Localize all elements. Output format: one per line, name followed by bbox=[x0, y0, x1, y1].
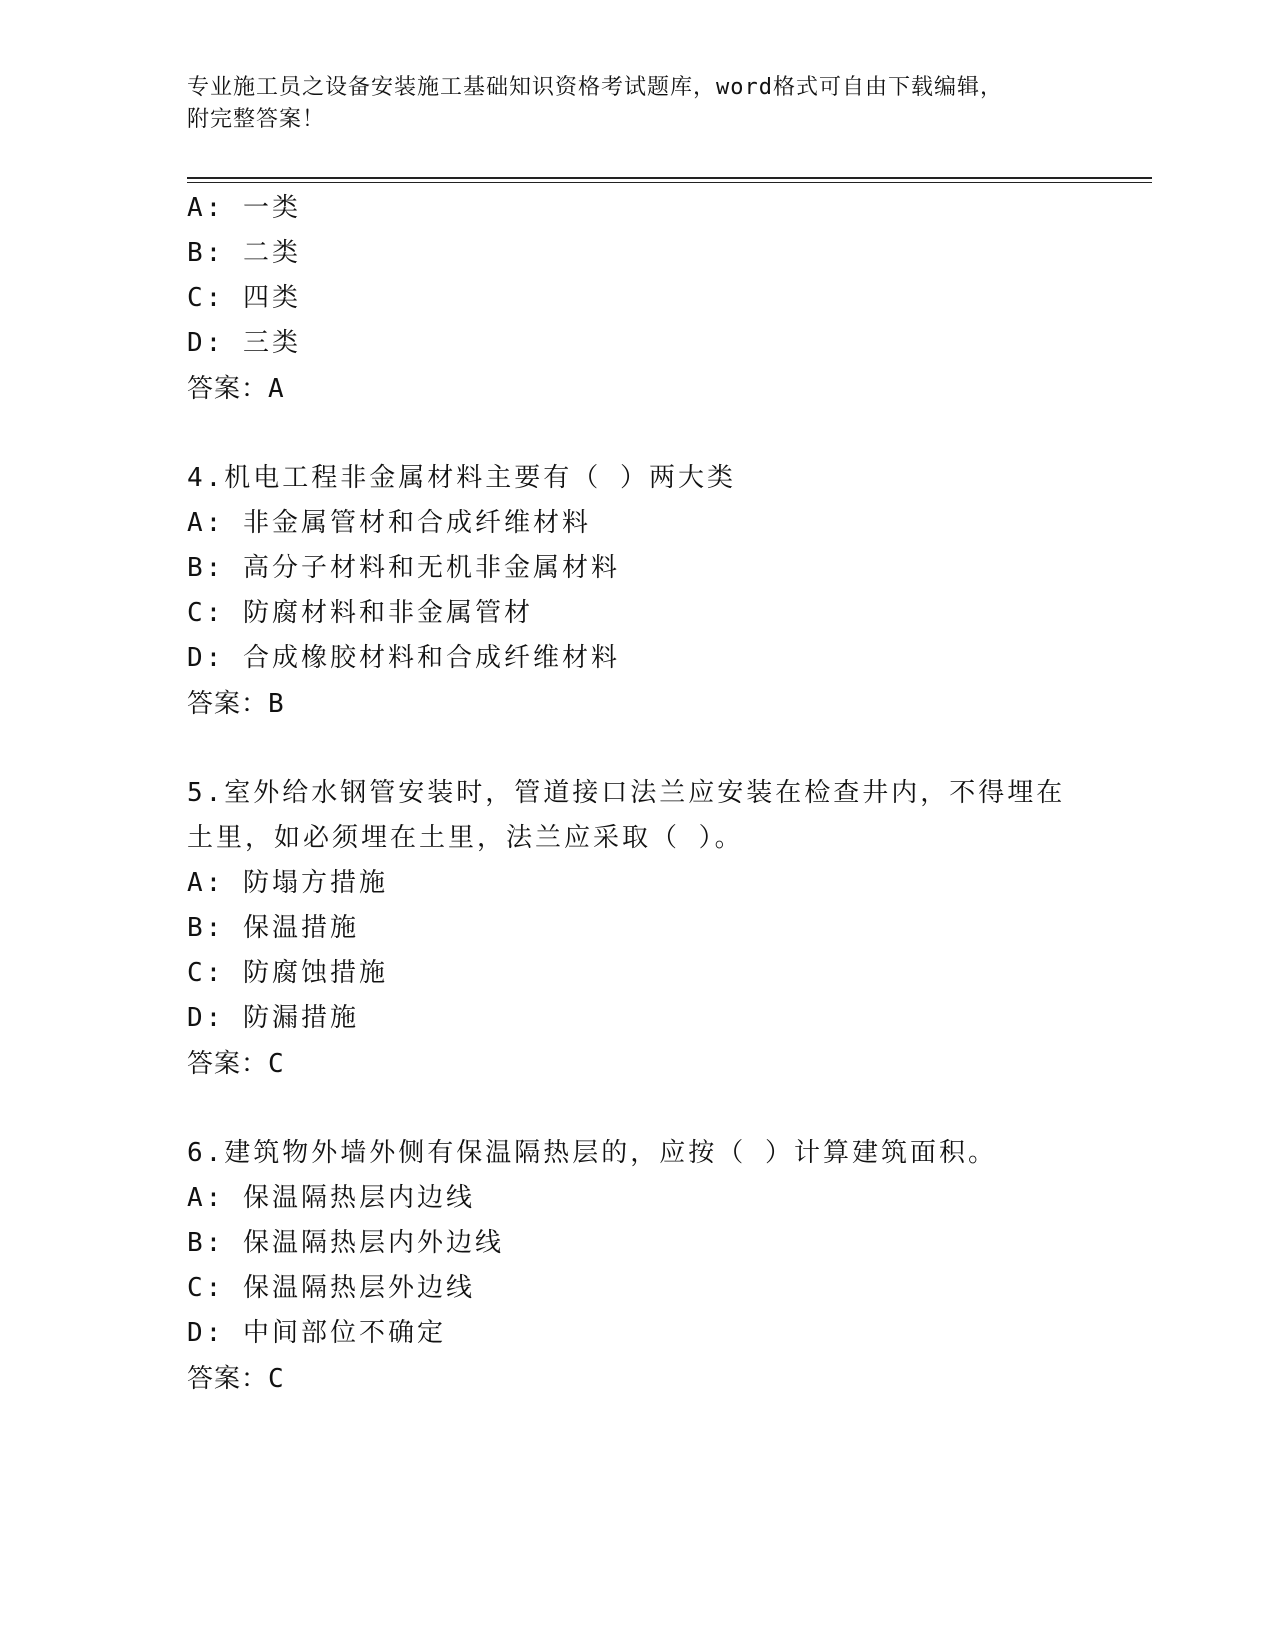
q5-option-b: B: 保温措施 bbox=[187, 913, 359, 943]
q3-answer: 答案：A bbox=[187, 374, 285, 404]
q3-option-b: B: 二类 bbox=[187, 238, 301, 268]
q4-option-b: B: 高分子材料和无机非金属材料 bbox=[187, 553, 620, 583]
q6-option-b: B: 保温隔热层内外边线 bbox=[187, 1228, 504, 1258]
q6-option-a: A: 保温隔热层内边线 bbox=[187, 1183, 475, 1213]
q4-option-a: A: 非金属管材和合成纤维材料 bbox=[187, 508, 591, 538]
q4-option-c: C: 防腐材料和非金属管材 bbox=[187, 598, 533, 628]
q6-stem: 6.建筑物外墙外侧有保温隔热层的，应按（ ）计算建筑面积。 bbox=[187, 1138, 997, 1168]
q6-answer: 答案：C bbox=[187, 1364, 285, 1394]
header-line-1: 专业施工员之设备安装施工基础知识资格考试题库，word格式可自由下载编辑， bbox=[187, 75, 1003, 100]
q6-option-c: C: 保温隔热层外边线 bbox=[187, 1273, 475, 1303]
q5-option-a: A: 防塌方措施 bbox=[187, 868, 388, 898]
header-divider-thick bbox=[187, 177, 1152, 179]
q5-option-d: D: 防漏措施 bbox=[187, 1003, 359, 1033]
q4-stem: 4.机电工程非金属材料主要有（ ）两大类 bbox=[187, 463, 736, 493]
header-divider-thin bbox=[187, 182, 1152, 183]
document-header bbox=[187, 72, 1087, 136]
q3-option-a: A: 一类 bbox=[187, 193, 301, 223]
header-line-2: 附完整答案！ bbox=[187, 107, 326, 132]
q4-option-d: D: 合成橡胶材料和合成纤维材料 bbox=[187, 643, 620, 673]
q5-answer: 答案：C bbox=[187, 1049, 285, 1079]
q5-stem-line-2: 土里，如必须埋在土里，法兰应采取（ ）。 bbox=[187, 823, 744, 853]
q4-answer: 答案：B bbox=[187, 689, 285, 719]
q6-option-d: D: 中间部位不确定 bbox=[187, 1318, 446, 1348]
q3-option-c: C: 四类 bbox=[187, 283, 301, 313]
q5-stem-line-1: 5.室外给水钢管安装时，管道接口法兰应安装在检查井内，不得埋在 bbox=[187, 778, 1066, 808]
q5-option-c: C: 防腐蚀措施 bbox=[187, 958, 388, 988]
q3-option-d: D: 三类 bbox=[187, 328, 301, 358]
